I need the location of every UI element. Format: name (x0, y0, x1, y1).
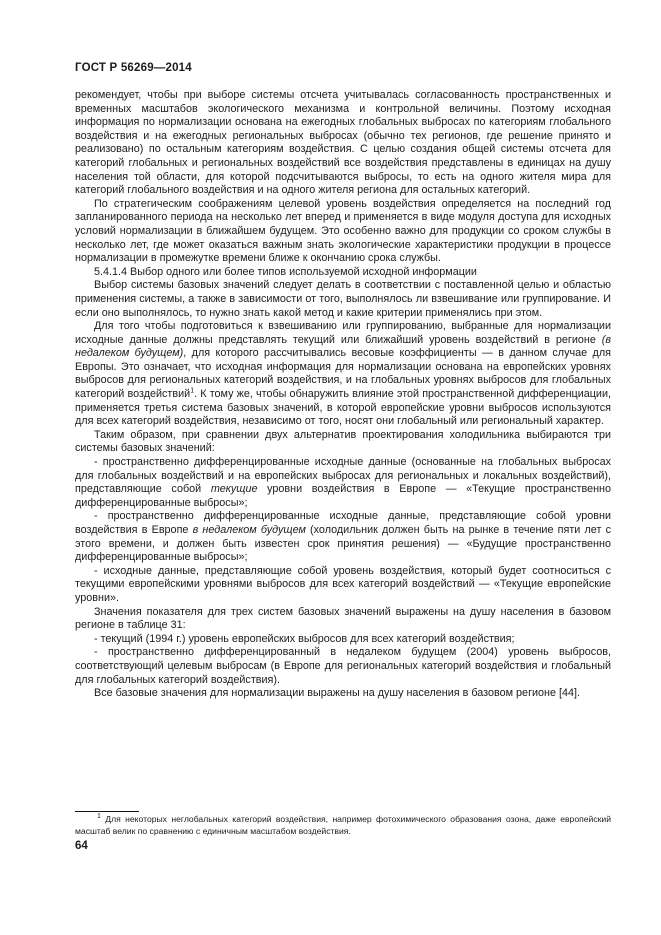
paragraph (75, 279, 611, 320)
footnote (75, 814, 611, 837)
paragraph (75, 456, 611, 510)
text-run: - пространственно дифференцированные исходные данные (основанные на глобальных выбросах для глобальных воздействий и на европейских выбросах для региональных и локальных воздействий), представляющие собой (75, 456, 611, 496)
text-run: Все базовые значения для нормализации выражены на душу населения в базовом регионе [44]. (94, 687, 581, 700)
text-run: Таким образом, при сравнении двух альтернатив проектирования холодильника выбираются три системы базовых значений: (75, 428, 611, 455)
paragraph (75, 565, 611, 606)
paragraph (75, 633, 611, 647)
document-body (75, 89, 611, 701)
page-number: 64 (75, 840, 88, 852)
text-run: рекомендует, чтобы при выборе системы отсчета учитывалась согласованность пространственных и временных масштабов экологического механизма и контрольной величины. Поэтому исходная информация по нормализации основана на ежегодных глобальных выбросах по категориям глобального воздействия и на ежегодных региональных выбросах (обычно тех регионов, где решение принято и реализовано) по остальным категориям воздействия. С целью создания общей системы отсчета для категорий глобальных и региональных воздействий все воздействия представлены в единицах на душу населения той области, для которой подсчитываются выбросы, то есть на одного жителя мира для категорий глобального воздействия и на одного жителя региона для остальных категорий. (75, 89, 611, 197)
text-run: По стратегическим соображениям целевой уровень воздействия определяется на последний год запланированного периода на несколько лет вперед и применяется в виде модуля доступа для исходных условий нормализации в ближайшем будущем. Это особенно важно для продукции со сроком службы в несколько лет, где может оказаться важным знать экологические характеристики продукции в процессе нормализации в промежутке времени ближе к окончанию срока службы. (75, 197, 611, 265)
text-run: уровни воздействия в Европе — «Текущие пространственно дифференцированные выбросы»; (75, 483, 612, 509)
paragraph (75, 606, 611, 633)
text-run: Для некоторых неглобальных категорий воздействия, например фотохимического образования озона, даже европейский масштаб велик по сравнению с единичным масштабом воздействия. (75, 814, 611, 836)
footnote-marker: 1 (190, 387, 195, 395)
text-run: (холодильник должен быть на рынке в течение пяти лет с этого времени, и должен быть известен срок принятия решения) — «Будущие пространственно дифференцированные выбросы»; (75, 524, 611, 564)
text-run: Значения показателя для трех систем базовых значений выражены на душу населения в базовом регионе в таблице 31: (75, 605, 611, 632)
text-run: - текущий (1994 г.) уровень европейских выбросов для всех категорий воздействия; (94, 632, 515, 645)
clause-heading (75, 266, 611, 280)
text-run: - исходные данные, представляющие собой уровень воздействия, который будет соотноситься с текущими европейскими уровнями выбросов для всех категорий воздействий — «Текущие европейские уровни». (75, 564, 611, 604)
footnote-marker: 1 (97, 813, 101, 821)
paragraph (75, 198, 611, 266)
paragraph (75, 510, 611, 564)
text-run: Для того чтобы подготовиться к взвешиванию или группированию, выбранные для нормализации исходные данные должны представлять текущий или ближайший уровень воздействий в регионе (75, 320, 611, 346)
paragraph (75, 429, 611, 456)
text-run: Выбор системы базовых значений следует делать в соответствии с поставленной целью и областью применения системы, а также в зависимости от того, выполнялось ли взвешивание или группирование. И если оно выполнялось, то нужно знать какой метод и какие критерии применялись при этом. (75, 279, 611, 319)
text-run: (в недалеком будущем) (75, 333, 611, 360)
paragraph (75, 646, 611, 687)
text-run: 5.4.1.4 Выбор одного или более типов используемой исходной информации (94, 265, 477, 278)
text-run: - пространственно дифференцированный в недалеком будущем (2004) уровень выбросов, соответствующий целевым выбросам (в Европе для региональных категорий воздействия и глобальный для глобальных категорий воздействия). (75, 646, 611, 686)
footnote-separator (75, 811, 139, 812)
paragraph (75, 687, 611, 701)
text-run: в недалеком будущем (192, 524, 306, 536)
paragraph (75, 89, 611, 198)
text-run: , для которого рассчитывались весовые коэффициенты — в данном случае для Европы. Это означает, что исходная информация для нормализации основана на европейских уровнях выбросов для региональных категорий воздействия, и на глобальных уровнях выбросов для глобальных категорий воздействий (75, 347, 611, 401)
text-run: . К тому же, чтобы обнаружить влияние этой пространственной дифференциации, применяется третья система базовых значений, в которой европейские уровни выбросов используются для всех категорий воздействия, независимо от того, носят они глобальный или региональный характер. (75, 388, 611, 428)
text-run: текущие (210, 483, 258, 496)
paragraph (75, 320, 611, 429)
document-header: ГОСТ Р 56269—2014 (75, 62, 192, 74)
text-run: - пространственно дифференцированные исходные данные, представляющие собой уровни воздействия в Европе (75, 510, 611, 536)
